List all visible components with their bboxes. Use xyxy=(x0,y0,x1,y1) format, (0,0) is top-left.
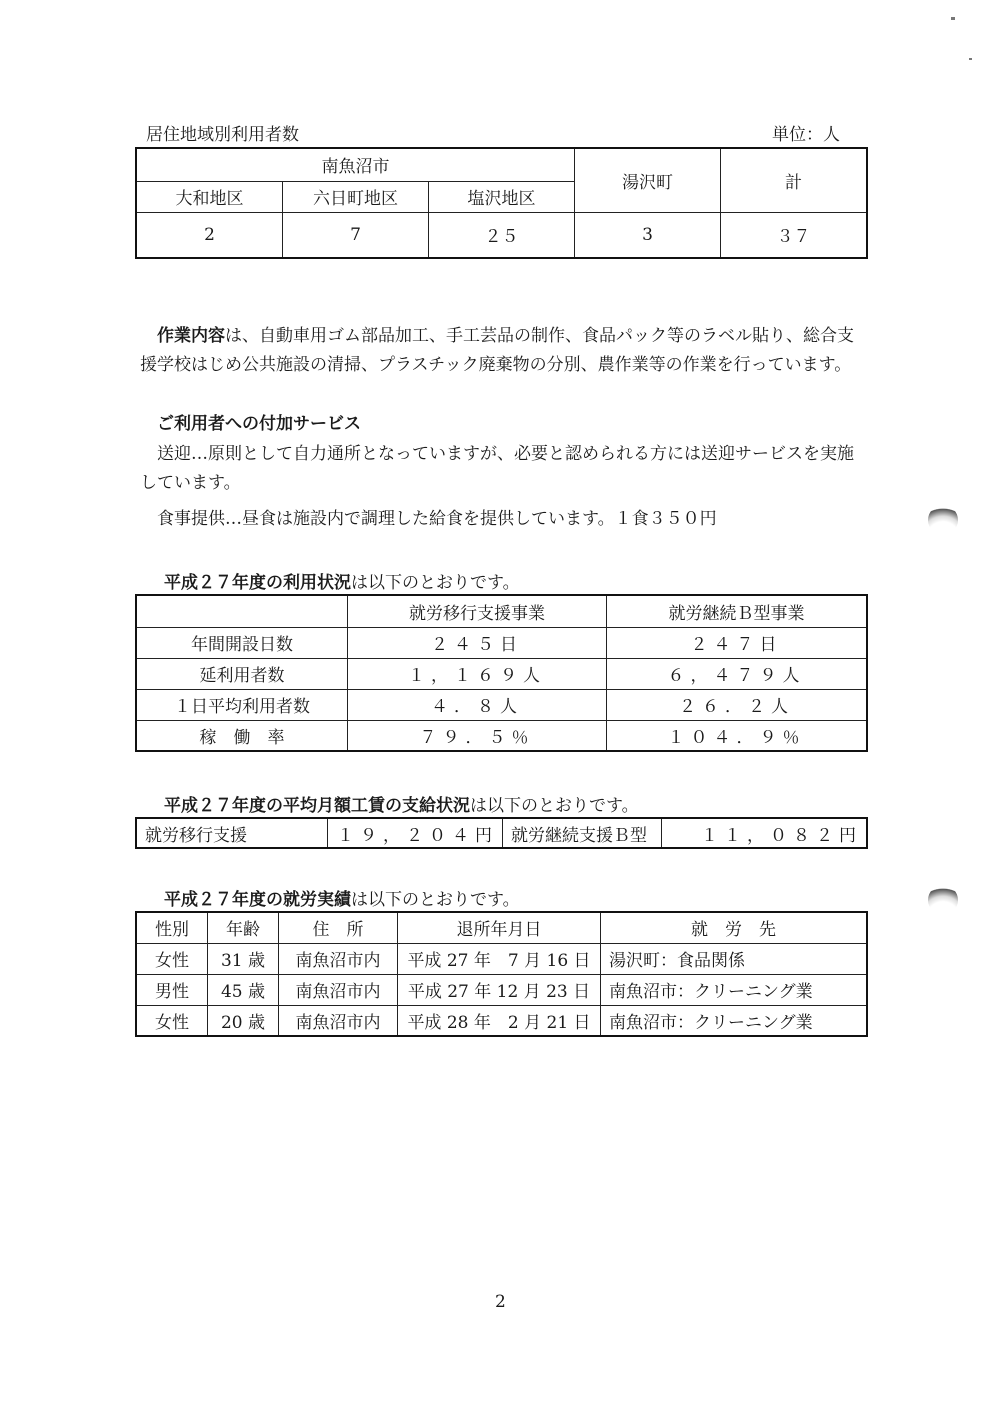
usage-caption-bold: 平成２７年度の利用状況 xyxy=(164,573,351,593)
row-label: 延利用者数 xyxy=(136,658,348,689)
employment-column-header: 退所年月日 xyxy=(398,912,601,943)
district-header: 大和地区 xyxy=(136,181,283,212)
yuzawa-header: 湯沢町 xyxy=(575,148,721,212)
services-heading: ご利用者への付加サービス xyxy=(157,414,361,434)
cell-employer: 南魚沼市：クリーニング業 xyxy=(601,1005,868,1036)
cell-address: 南魚沼市内 xyxy=(279,943,398,974)
usage-caption-rest: は以下のとおりです。 xyxy=(351,573,520,593)
row-label: １日平均利用者数 xyxy=(136,689,348,720)
cell-date: 平成 28 年 2 月 21 日 xyxy=(398,1005,601,1036)
row-label: 稼 働 率 xyxy=(136,720,348,751)
cell-address: 南魚沼市内 xyxy=(279,974,398,1005)
value-cell: 3 xyxy=(575,212,721,258)
unit-label: 単位：人 xyxy=(772,125,840,145)
cell-employer: 南魚沼市：クリーニング業 xyxy=(601,974,868,1005)
wages-caption-bold: 平成２７年度の平均月額工賃の支給状況 xyxy=(164,796,470,816)
employment-column-header: 住 所 xyxy=(279,912,398,943)
scan-speck xyxy=(951,17,955,20)
employment-table xyxy=(135,911,868,1037)
wages-table xyxy=(135,817,868,849)
wage-label: 就労継続支援Ｂ型 xyxy=(503,818,662,848)
row-value: ２４５日 xyxy=(348,627,607,658)
row-value: １０４．９％ xyxy=(607,720,868,751)
cell-date: 平成 27 年 12 月 23 日 xyxy=(398,974,601,1005)
wages-caption xyxy=(164,791,639,816)
usage-row xyxy=(136,689,867,720)
employment-column-header: 年齢 xyxy=(208,912,279,943)
cell-employer: 湯沢町：食品関係 xyxy=(601,943,868,974)
scan-speck xyxy=(969,58,972,60)
usage-caption xyxy=(164,568,520,593)
wage-value: １１，０８２円 xyxy=(662,818,868,848)
employment-column-header: 就 労 先 xyxy=(601,912,868,943)
page-number: 2 xyxy=(495,1292,506,1312)
row-value: ２６．２人 xyxy=(607,689,868,720)
wage-value: １９，２０４円 xyxy=(328,818,503,848)
value-cell: ３７ xyxy=(721,212,868,258)
cell-age: 45 歳 xyxy=(208,974,279,1005)
row-value: １，１６９人 xyxy=(348,658,607,689)
punch-hole-mark xyxy=(928,885,958,915)
city-header: 南魚沼市 xyxy=(136,148,575,181)
cell-age: 31 歳 xyxy=(208,943,279,974)
usage-row xyxy=(136,627,867,658)
usage-row xyxy=(136,720,867,751)
residence-caption: 居住地域別利用者数 xyxy=(146,125,299,145)
cell-gender: 男性 xyxy=(136,974,208,1005)
work-text: は、自動車用ゴム部品加工、手工芸品の制作、食品パック等のラベル貼り、総合支援学校はじめ公共施設の清掃、プラスチック廃棄物の分別、農作業等の作業を行っています。 xyxy=(140,326,854,375)
wage-label: 就労移行支援 xyxy=(136,818,328,848)
employment-row xyxy=(136,974,867,1005)
employment-row xyxy=(136,1005,867,1036)
value-cell: 7 xyxy=(283,212,429,258)
row-value: ６，４７９人 xyxy=(607,658,868,689)
cell-gender: 女性 xyxy=(136,1005,208,1036)
district-header: 塩沢地区 xyxy=(429,181,575,212)
cell-gender: 女性 xyxy=(136,943,208,974)
employment-caption xyxy=(164,885,520,910)
transport-paragraph: 送迎…原則として自力通所となっていますが、必要と認められる方には送迎サービスを実施しています。 xyxy=(140,444,854,493)
residence-table xyxy=(135,147,868,259)
row-value: ２４７日 xyxy=(607,627,868,658)
row-value: ７９．５％ xyxy=(348,720,607,751)
cell-address: 南魚沼市内 xyxy=(279,1005,398,1036)
district-header: 六日町地区 xyxy=(283,181,429,212)
usage-row xyxy=(136,658,867,689)
row-label: 年間開設日数 xyxy=(136,627,348,658)
value-cell: 2 xyxy=(136,212,283,258)
value-cell: ２５ xyxy=(429,212,575,258)
row-value: ４．８人 xyxy=(348,689,607,720)
meals-paragraph: 食事提供…昼食は施設内で調理した給食を提供しています。１食３５０円 xyxy=(157,509,717,529)
usage-column-header: 就労継続Ｂ型事業 xyxy=(607,595,868,627)
cell-date: 平成 27 年 7 月 16 日 xyxy=(398,943,601,974)
employment-column-header: 性別 xyxy=(136,912,208,943)
employment-caption-rest: は以下のとおりです。 xyxy=(351,890,520,910)
wages-caption-rest: は以下のとおりです。 xyxy=(470,796,639,816)
usage-column-header: 就労移行支援事業 xyxy=(348,595,607,627)
punch-hole-mark xyxy=(928,505,958,535)
work-paragraph xyxy=(140,322,870,380)
work-lead: 作業内容 xyxy=(157,326,225,346)
total-header: 計 xyxy=(721,148,868,212)
usage-table xyxy=(135,594,868,752)
cell-age: 20 歳 xyxy=(208,1005,279,1036)
employment-row xyxy=(136,943,867,974)
usage-corner xyxy=(136,595,348,627)
employment-caption-bold: 平成２７年度の就労実績 xyxy=(164,890,351,910)
